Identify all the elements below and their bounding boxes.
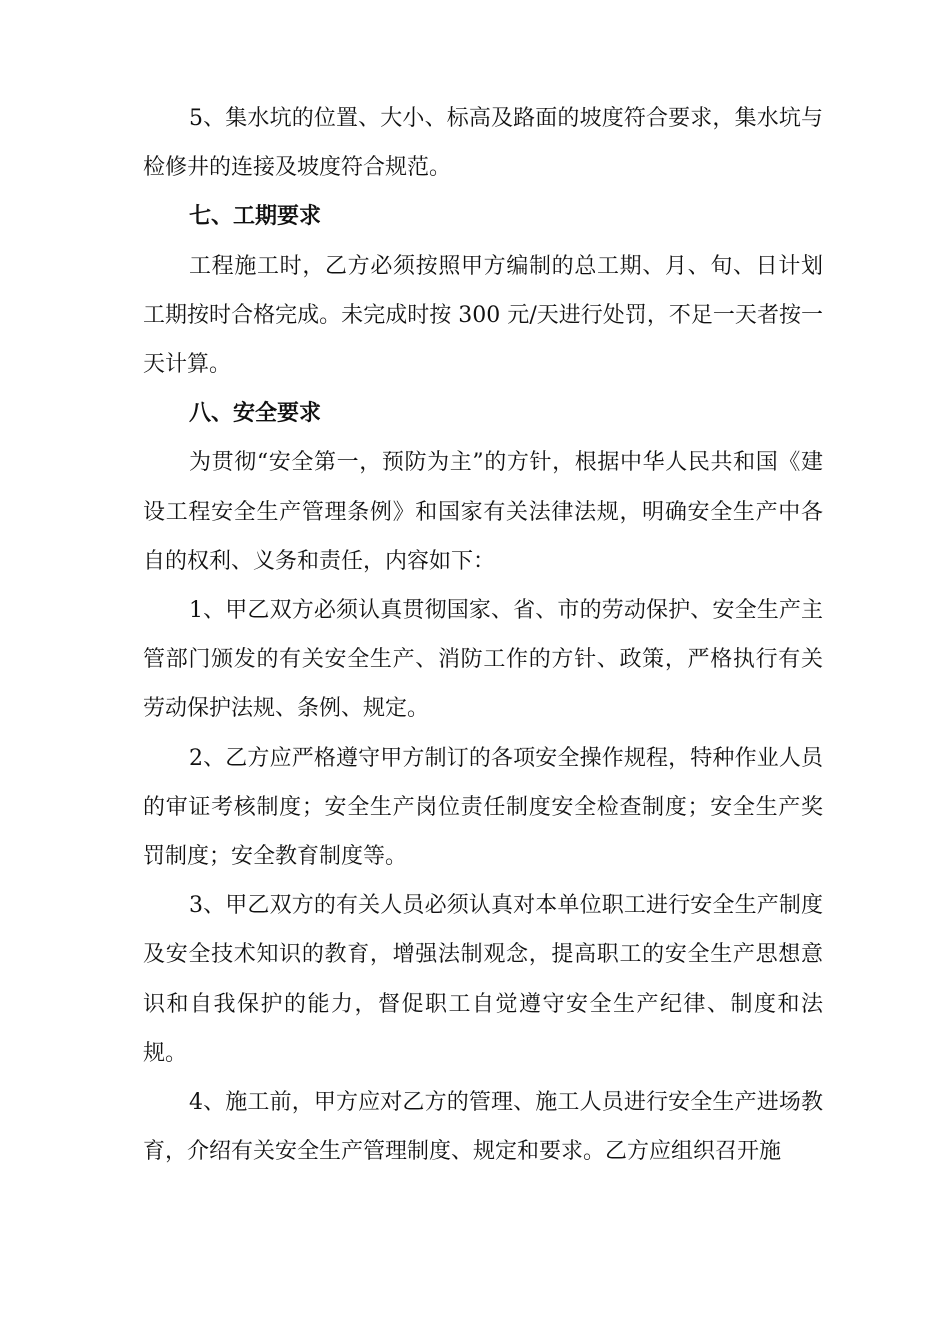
paragraph-schedule: 工程施工时，乙方必须按照甲方编制的总工期、月、旬、日计划工期按时合格完成。未完成时按 300 元/天进行处罚，不足一天者按一天计算。 (143, 253, 823, 378)
paragraph-safety-2: 2、乙方应严格遵守甲方制订的各项安全操作规程，特种作业人员的审证考核制度；安全生产岗位责任制度安全检查制度；安全生产奖罚制度；安全教育制度等。 (143, 745, 823, 870)
document-body (143, 94, 823, 1176)
paragraph-safety-3: 3、甲乙双方的有关人员必须认真对本单位职工进行安全生产制度及安全技术知识的教育，增强法制观念，提高职工的安全生产思想意识和自我保护的能力，督促职工自觉遵守安全生产纪律、制度和法规。 (143, 893, 823, 1066)
section-heading-schedule: 七、工期要求 (189, 204, 322, 230)
paragraph-safety-intro: 为贯彻“安全第一，预防为主”的方针，根据中华人民共和国《建设工程安全生产管理条例》和国家有关法律法规，明确安全生产中各自的权利、义务和责任，内容如下： (143, 450, 823, 574)
paragraph-item-5: 5、集水坑的位置、大小、标高及路面的坡度符合要求，集水坑与检修井的连接及坡度符合规范。 (143, 106, 823, 181)
paragraph-safety-4: 4、施工前，甲方应对乙方的管理、施工人员进行安全生产进场教育，介绍有关安全生产管理制度、规定和要求。乙方应组织召开施 (143, 1090, 823, 1165)
section-heading-safety: 八、安全要求 (189, 401, 322, 427)
paragraph-safety-1: 1、甲乙双方必须认真贯彻国家、省、市的劳动保护、安全生产主管部门颁发的有关安全生产、消防工作的方针、政策，严格执行有关劳动保护法规、条例、规定。 (143, 598, 823, 722)
